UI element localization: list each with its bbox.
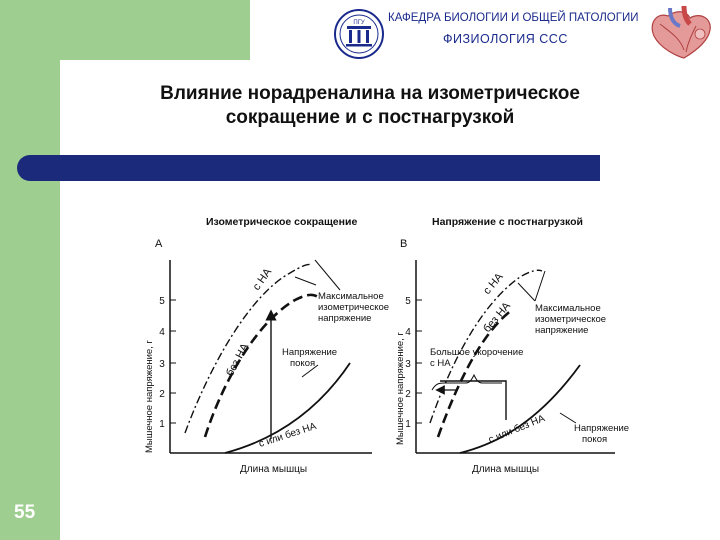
- panel-a-letter: А: [155, 238, 163, 250]
- panel-a-tick-5: 5: [159, 296, 165, 307]
- panel-a-y-ticks: [159, 296, 176, 430]
- panel-b-y-ticks: [405, 296, 422, 430]
- panel-a-pointer-max: [315, 260, 340, 290]
- left-green-band: [0, 0, 60, 540]
- department-name: КАФЕДРА БИОЛОГИИ И ОБЩЕЙ ПАТОЛОГИИ: [388, 12, 639, 24]
- panel-b-x-axis-label: Длина мышцы: [472, 464, 540, 475]
- slide-title: [80, 82, 660, 130]
- title-line-1: Влияние норадреналина на изометрическое: [160, 83, 580, 104]
- panel-b-tick-3: 3: [405, 359, 411, 370]
- page-number: 55: [14, 502, 36, 523]
- panel-b: [395, 216, 632, 475]
- panel-b-label-with-na: с НА: [481, 270, 506, 297]
- panel-a-label-without-na: без НА: [224, 341, 252, 379]
- panel-b-annotation-rest: Напряжение покоя: [574, 423, 630, 445]
- panel-b-tick-4: 4: [405, 327, 411, 338]
- panel-b-pointer-rest: [560, 413, 576, 423]
- panel-a-y-axis-label: Мышечное напряжение, г: [144, 340, 155, 453]
- top-green-band: [0, 0, 250, 60]
- panel-b-pointer-max: [518, 283, 535, 301]
- panel-a-annotation-rest: Напряжение покоя: [282, 347, 338, 369]
- title-underline-bar: [17, 155, 600, 181]
- panel-b-shortening-brace: [432, 375, 502, 390]
- panel-b-label-both: с или без НА: [487, 413, 547, 446]
- panel-b-afterload-line: [440, 381, 506, 420]
- panel-a-label-both: с или без НА: [257, 420, 318, 450]
- subject-name: ФИЗИОЛОГИЯ ССС: [443, 32, 568, 46]
- panel-a-tick-1: 1: [159, 419, 165, 430]
- panel-b-heading: Напряжение с постнагрузкой: [432, 216, 583, 228]
- title-line-2: сокращение и с постнагрузкой: [225, 107, 515, 128]
- panel-b-annotation-max: Максимальное изометрическое напряжение: [535, 303, 607, 336]
- panel-a-tick-3: 3: [159, 359, 165, 370]
- norepinephrine-contraction-diagram: [140, 205, 630, 480]
- panel-b-letter: В: [400, 238, 408, 250]
- panel-b-curve-passive: [460, 365, 580, 453]
- panel-b-annotation-shortening: Большое укорочение с НА: [430, 347, 524, 369]
- panel-b-label-without-na: без НА: [481, 300, 514, 335]
- panel-b-tick-5: 5: [405, 296, 411, 307]
- heart-illustration-icon: [640, 2, 720, 62]
- panel-b-tick-1: 1: [405, 419, 411, 430]
- university-logo: [333, 8, 385, 60]
- panel-a-x-axis-label: Длина мышцы: [240, 464, 308, 475]
- panel-b-pointer-max-2: [535, 271, 545, 301]
- panel-b-tick-2: 2: [405, 389, 411, 400]
- panel-a-pointer-max-2: [295, 277, 316, 285]
- panel-a-heading: Изометрическое сокращение: [206, 216, 358, 228]
- panel-a-annotation-max: Максимальное изометрическое напряжение: [318, 291, 390, 324]
- panel-a-tick-2: 2: [159, 389, 165, 400]
- panel-b-y-axis-label: Мышечное напряжение, г: [395, 332, 406, 445]
- panel-a-tick-4: 4: [159, 327, 165, 338]
- panel-a-label-with-na: с НА: [250, 266, 275, 293]
- logo-text: ПГУ: [353, 20, 365, 26]
- panel-a: [144, 216, 392, 475]
